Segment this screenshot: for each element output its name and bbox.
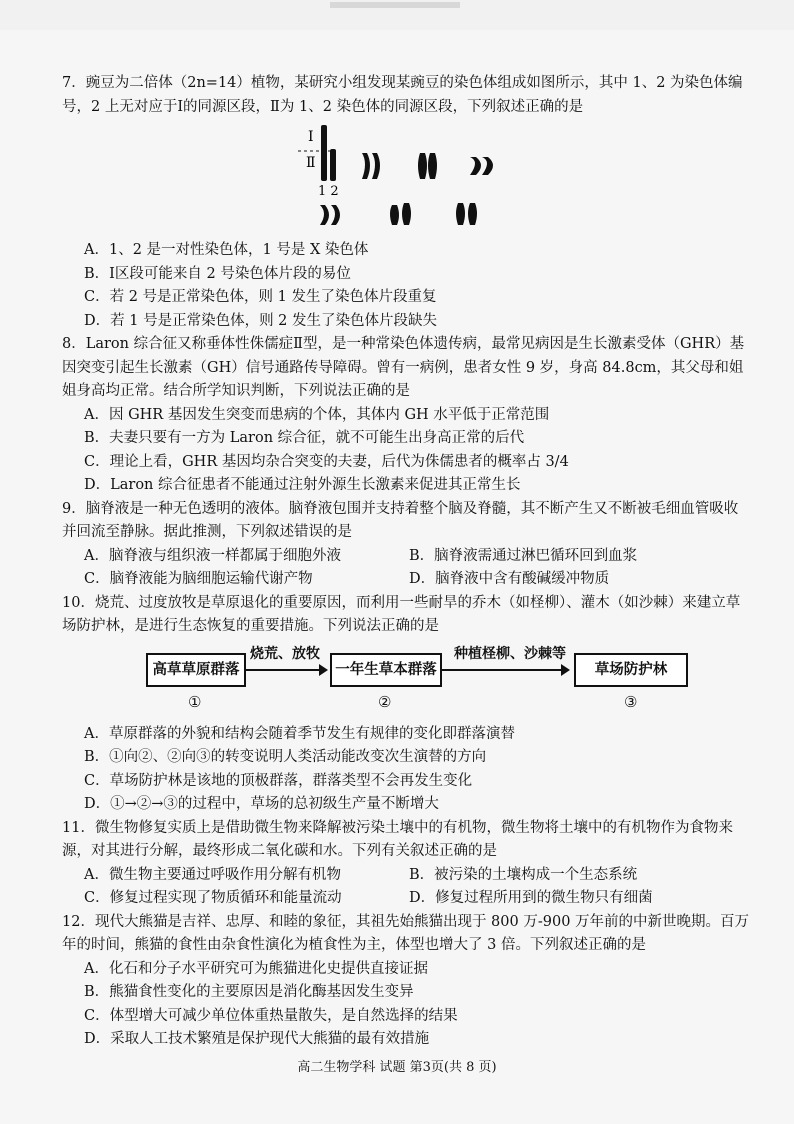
question-7-option-d: D．若 1 号是正常染色体，则 2 发生了染色体片段缺失 <box>84 312 438 329</box>
chromosome-pair-3 <box>362 153 380 179</box>
question-11 <box>62 817 750 911</box>
karyotype-diagram <box>292 123 552 233</box>
flow-arrow-1 <box>246 669 326 671</box>
flow-number-3: ③ <box>624 692 638 711</box>
chromosome-pair-8 <box>456 203 477 225</box>
question-10-stem: 10．烧荒、过度放牧是草原退化的重要原因，而利用一些耐旱的乔木（如柽柳）、灌木（如沙棘）来建立草场防护林，是进行生态恢复的重要措施。下列说法正确的是 <box>62 594 741 634</box>
question-12-stem: 12．现代大熊猫是吉祥、忠厚、和睦的象征，其祖先始熊猫出现于 800 万-900 万年前的中新世晚期。百万年的时间，熊猫的食性由杂食性演化为植食性为主，体型也增大了 3 倍。下列叙述正确的是 <box>62 913 750 953</box>
question-9-option-c: C．脑脊液能为脑细胞运输代谢产物 <box>84 571 313 587</box>
question-11-option-c: C．修复过程实现了物质循环和能量流动 <box>84 890 342 906</box>
question-10 <box>62 592 750 817</box>
question-10-option-d: D．①→②→③的过程中，草场的总初级生产量不断增大 <box>84 796 439 812</box>
page-footer: 高二生物学科 试题 第3页(共 8 页) <box>297 1060 497 1075</box>
label-region-I: Ⅰ <box>308 129 314 145</box>
question-8-option-d: D．Laron 综合征患者不能通过注射外源生长激素来促进其正常生长 <box>84 477 521 493</box>
question-10-option-b: B．①向②、②向③的转变说明人类活动能改变次生演替的方向 <box>84 749 487 765</box>
question-12-option-a: A．化石和分子水平研究可为熊猫进化史提供直接证据 <box>84 960 428 977</box>
question-9-option-a: A．脑脊液与组织液一样都属于细胞外液 <box>84 547 341 564</box>
question-9-options-row-2 <box>84 568 750 592</box>
flow-number-2: ② <box>378 692 392 711</box>
chromosome-pair-6 <box>320 205 340 225</box>
question-11-options-row-2 <box>84 887 750 911</box>
question-8-option-b: B．夫妻只要有一方为 Laron 综合征，就不可能生出身高正常的后代 <box>84 430 525 446</box>
question-8 <box>62 333 750 498</box>
question-12-option-d: D．采取人工技术繁殖是保护现代大熊猫的最有效措施 <box>84 1031 430 1047</box>
question-9-option-d: D．脑脊液中含有酸碱缓冲物质 <box>409 571 610 587</box>
question-11-option-d: D．修复过程所用到的微生物只有细菌 <box>409 890 653 906</box>
question-10-option-a: A．草原群落的外貌和结构会随着季节发生有规律的变化即群落演替 <box>84 725 515 742</box>
flow-arrow-2 <box>442 669 568 671</box>
flow-arrow-label-2: 种植柽柳、沙棘等 <box>454 645 566 662</box>
label-chromosome-numbers: 1 2 <box>318 184 339 199</box>
question-8-option-a: A．因 GHR 基因发生突变而患病的个体，其体内 GH 水平低于正常范围 <box>84 406 550 423</box>
flow-number-1: ① <box>188 692 202 711</box>
question-9-option-b: B．脑脊液需通过淋巴循环回到血浆 <box>409 547 638 564</box>
question-12 <box>62 911 750 1052</box>
question-11-option-b: B．被污染的土壤构成一个生态系统 <box>409 866 638 883</box>
chromosome-figure <box>62 123 750 233</box>
question-11-options-row-1 <box>84 864 750 888</box>
question-12-option-c: C．体型增大可减少单位体重热量散失，是自然选择的结果 <box>84 1007 458 1024</box>
question-7-option-c: C．若 2 号是正常染色体，则 1 发生了染色体片段重复 <box>84 289 437 305</box>
flow-box-annual-herb: 一年生草本群落 <box>330 653 442 687</box>
question-11-stem: 11．微生物修复实质上是借助微生物来降解被污染土壤中的有机物，微生物将土壤中的有机物作为食物来源，对其进行分解，最终形成二氧化碳和水。下列有关叙述正确的是 <box>62 819 733 859</box>
chromosome-pair-7 <box>390 203 411 225</box>
chromosome-pair-4 <box>418 153 437 179</box>
question-10-option-c: C．草场防护林是该地的顶极群落，群落类型不会再发生变化 <box>84 772 473 789</box>
question-7-option-a: A．1、2 是一对性染色体，1 号是 X 染色体 <box>84 242 369 258</box>
question-7-stem: 7．豌豆为二倍体（2n=14）植物，某研究小组发现某豌豆的染色体组成如图所示，其中 1、2 为染色体编号，2 上无对应于Ⅰ的同源区段，Ⅱ为 1、2 染色体的同源区段，下列叙述正确的是 <box>62 75 743 115</box>
chromosome-pair-5 <box>470 157 493 175</box>
scan-top-band <box>0 0 794 30</box>
question-7 <box>62 72 750 333</box>
scan-smudge <box>330 2 460 8</box>
question-12-option-b: B．熊猫食性变化的主要原因是消化酶基因发生变异 <box>84 984 414 1000</box>
question-9 <box>62 498 750 592</box>
question-8-stem: 8．Laron 综合征又称垂体性侏儒症Ⅱ型，是一种常染色体遗传病，最常见病因是生长激素受体（GHR）基因突变引起生长激素（GH）信号通路传导障碍。曾有一病例，患者女性 9 岁，身高 84.8cm，其父母和姐姐身高均正常。结合所学知识判断，下列说法正确的是 <box>62 336 745 399</box>
question-7-option-b: B．Ⅰ区段可能来自 2 号染色体片段的易位 <box>84 265 351 282</box>
flow-box-shelterbelt: 草场防护林 <box>574 653 688 687</box>
question-9-stem: 9．脑脊液是一种无色透明的液体。脑脊液包围并支持着整个脑及脊髓，其不断产生又不断被毛细血管吸收并回流至静脉。据此推测，下列叙述错误的是 <box>62 500 739 540</box>
chromosome-2 <box>330 149 336 181</box>
question-8-option-c: C．理论上看，GHR 基因均杂合突变的夫妻，后代为侏儒患者的概率占 3/4 <box>84 453 569 470</box>
flow-box-tallgrass: 高草草原群落 <box>146 653 246 687</box>
chromosome-1 <box>321 125 327 181</box>
exam-page <box>62 72 750 1052</box>
label-region-II: Ⅱ <box>306 155 316 171</box>
succession-flowchart <box>62 645 750 719</box>
flow-arrow-label-1: 烧荒、放牧 <box>250 645 320 662</box>
question-9-options-row-1 <box>84 545 750 569</box>
question-11-option-a: A．微生物主要通过呼吸作用分解有机物 <box>84 866 341 883</box>
